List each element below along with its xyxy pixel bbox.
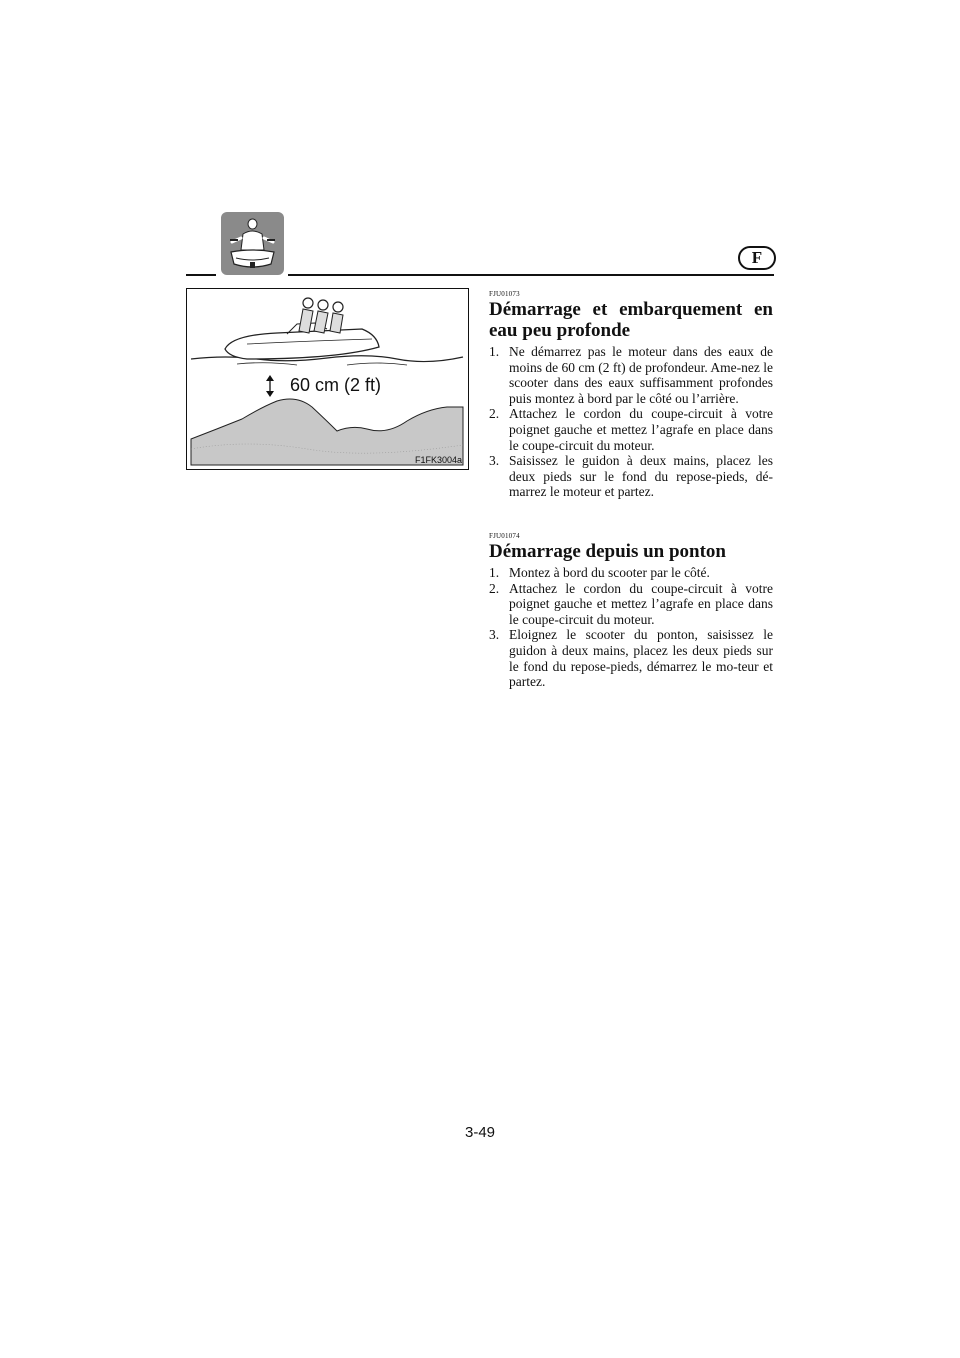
watercraft-rider-icon	[221, 212, 284, 275]
instruction-list	[489, 344, 773, 500]
list-item: 1. Montez à bord du scooter par le côté.	[489, 565, 710, 580]
section-code: FJU01073	[489, 290, 520, 298]
list-item: 1. Ne démarrez pas le moteur dans des eaux de moins de 60 cm (2 ft) de profondeur. Ame-nez le scooter dans des eaux suffisamment profondes puis montez à bord par le côté ou l’arrière.	[489, 344, 773, 406]
section-code: FJU01074	[489, 532, 520, 540]
list-item: 3. Eloignez le scooter du ponton, saisissez le guidon à deux mains, placez les deux pieds sur le fond du repose-pieds, démarrez le mo-teur et partez.	[489, 627, 773, 690]
list-item: 2. Attachez le cordon du coupe-circuit à votre poignet gauche et mettez l’agrafe en place dans le coupe-circuit du moteur.	[489, 406, 773, 453]
section-title: Démarrage et embarquement en eau peu profonde	[489, 299, 773, 341]
list-item: 2. Attachez le cordon du coupe-circuit à votre poignet gauche et mettez l’agrafe en place dans le coupe-circuit du moteur.	[489, 580, 773, 627]
shallow-water-figure	[186, 288, 469, 470]
language-badge: F	[738, 246, 776, 270]
instruction-list	[489, 565, 773, 690]
header-rule-left	[186, 274, 216, 276]
page-number: 3-49	[464, 1124, 496, 1141]
header-rule-right	[288, 274, 774, 276]
figure-code: F1FK3004a	[414, 455, 462, 465]
depth-label: 60 cm (2 ft)	[290, 375, 382, 395]
list-item: 3. Saisissez le guidon à deux mains, placez les deux pieds sur le fond du repose-pieds, dé-marrez le moteur et partez.	[489, 453, 773, 500]
section-title: Démarrage depuis un ponton	[489, 541, 726, 562]
section-shallow-water	[489, 290, 773, 500]
section-from-dock	[489, 532, 773, 690]
